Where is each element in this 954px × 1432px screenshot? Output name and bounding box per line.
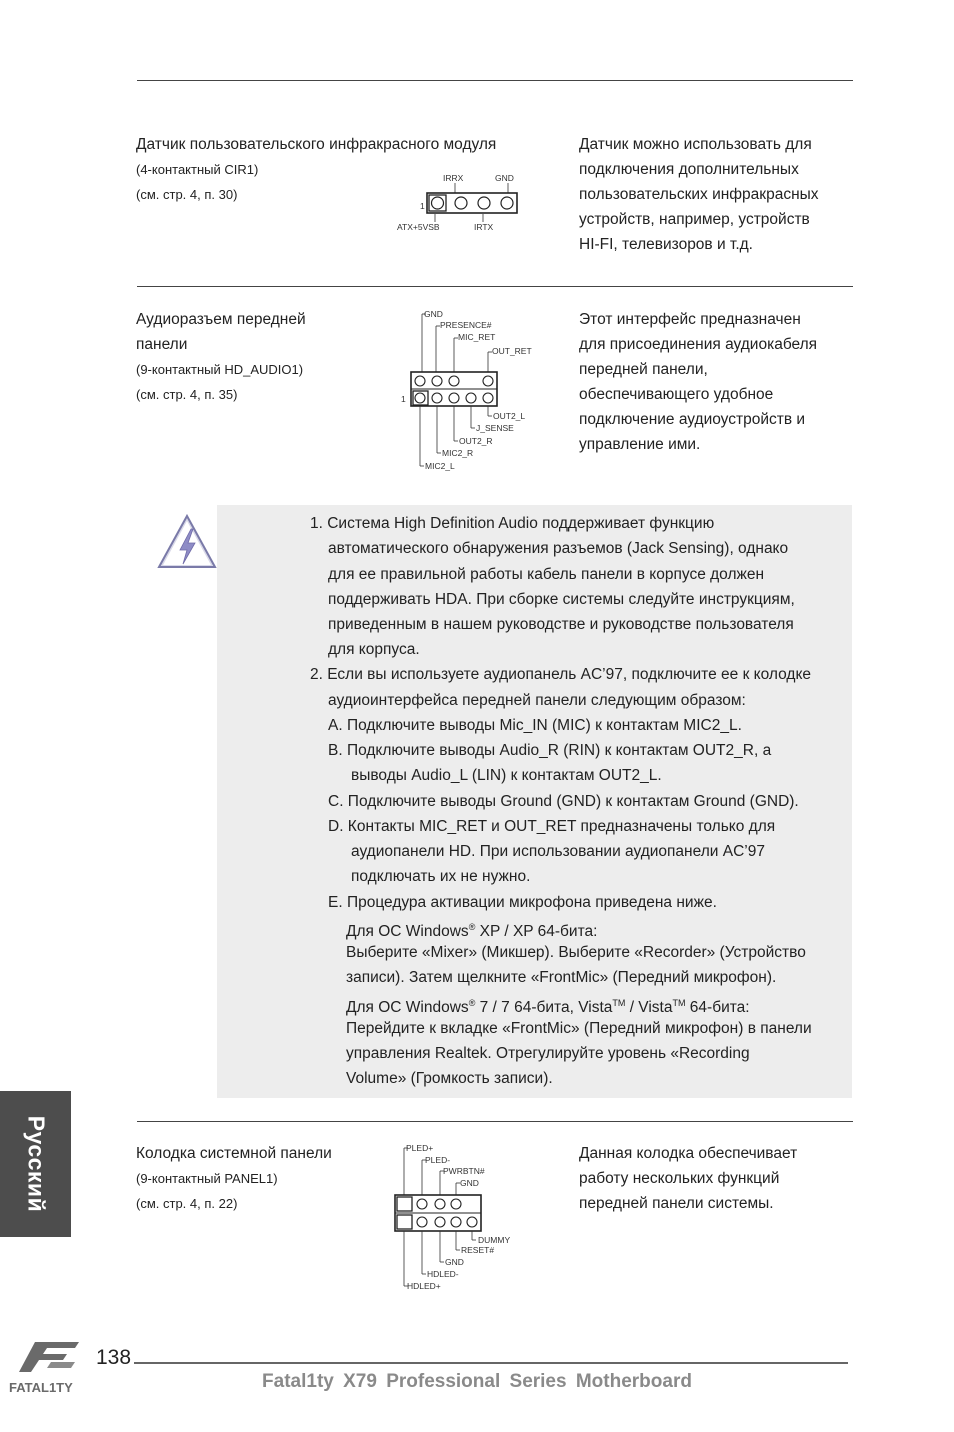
os-heading-xp: Для ОС Windows® XP / XP 64-бита: [346, 922, 598, 940]
pin-label: OUT_RET [492, 346, 532, 356]
note-line: для ее правильной работы кабель панели в корпусе должен [328, 566, 765, 583]
note-line: управления Realtek. Отрегулируйте уровень «Recording [346, 1045, 750, 1062]
pin-label: IRRX [443, 173, 464, 183]
description-line: передней панели системы. [579, 1195, 774, 1212]
connector-type: (9-контактный HD_AUDIO1) [136, 362, 304, 377]
section-description [579, 1141, 797, 1216]
pin-label: ATX+5VSB [397, 222, 440, 232]
pin-label: GND [460, 1178, 479, 1188]
section-description [579, 132, 819, 257]
note-line: приведенным в нашем руководстве и руководстве пользователя [328, 616, 794, 633]
description-line: устройств, например, устройств [579, 211, 810, 228]
section-divider [137, 286, 853, 287]
note-line: аудиопанели HD. При использовании аудиопанели AC’97 [351, 843, 765, 860]
note-subitem: A. Подключите выводы Mic_IN (MIC) к контактам MIC2_L. [328, 717, 742, 734]
connector-type: (9-контактный PANEL1) [136, 1171, 278, 1186]
section-title: Колодка системной панели [136, 1145, 332, 1162]
description-line: Датчик можно использовать для [579, 136, 812, 153]
description-line: управление ими. [579, 436, 701, 453]
pin-1-label: 1 [401, 394, 406, 404]
description-line: Этот интерфейс предназначен [579, 311, 801, 328]
note-line: Volume» (Громкость записи). [346, 1070, 553, 1087]
note-line: Выберите «Mixer» (Микшер). Выберите «Recorder» (Устройство [346, 944, 806, 961]
connector-type: (4-контактный CIR1) [136, 162, 259, 177]
panel-header-diagram [392, 1140, 527, 1295]
pin-label: PRESENCE# [440, 320, 492, 330]
section-title: панели [136, 336, 188, 353]
logo-text: FATAL1TY [9, 1380, 73, 1395]
pin-label: MIC_RET [458, 332, 496, 342]
footer-rule [134, 1362, 848, 1364]
note-item: 2. Если вы используете аудиопанель AC’97, подключите ее к колодке [310, 666, 812, 683]
pin-label: GND [424, 309, 443, 319]
top-rule [137, 80, 853, 81]
pin-label: J_SENSE [476, 423, 514, 433]
note-subitem: D. Контакты MIC_RET и OUT_RET предназначены только для [328, 818, 776, 835]
note-line: записи). Затем щелкните «FrontMic» (Передний микрофон). [346, 969, 777, 986]
pin-label: DUMMY [478, 1235, 511, 1245]
note-subitem: B. Подключите выводы Audio_R (RIN) к контактам OUT2_R, а [328, 742, 772, 759]
note-item: 1. Система High Definition Audio поддерживает функцию [310, 515, 715, 532]
section-divider [137, 1121, 853, 1122]
description-line: Данная колодка обеспечивает [579, 1145, 798, 1162]
section-title: Аудиоразъем передней [136, 311, 306, 328]
hd-audio-header-diagram [398, 306, 548, 478]
language-side-tab [0, 1091, 71, 1237]
note-line: поддерживать HDA. При сборке системы следуйте инструкциям, [328, 591, 795, 608]
footer-title: Fatal1ty X79 Professional Series Motherboard [262, 1371, 692, 1392]
section-description [579, 307, 817, 457]
description-line: для присоединения аудиокабеля [579, 336, 818, 353]
pin-label: MIC2_R [442, 448, 474, 458]
page-reference: (см. стр. 4, п. 30) [136, 187, 238, 202]
note-line: для корпуса. [328, 641, 420, 658]
note-line: аудиоинтерфейса передней панели следующим образом: [328, 692, 746, 709]
description-line: подключения дополнительных [579, 161, 799, 178]
description-line: пользовательских инфракрасных [579, 186, 819, 203]
note-line: выводы Audio_L (LIN) к контактам OUT2_L. [351, 767, 662, 784]
pin-label: OUT2_L [493, 411, 526, 421]
pin-label: RESET# [461, 1245, 495, 1255]
pin-1-label: 1 [420, 201, 425, 211]
description-line: HI-FI, телевизоров и т.д. [579, 236, 753, 253]
note-line: автоматического обнаружения разъемов (Jack Sensing), однако [328, 540, 789, 557]
note-line: Перейдите к вкладке «FrontMic» (Передний микрофон) в панели [346, 1020, 812, 1037]
warning-lightning-icon [156, 512, 218, 570]
language-label: Русский [23, 1115, 49, 1213]
section-title: Датчик пользовательского инфракрасного модуля [136, 136, 497, 153]
pin-label: PWRBTN# [443, 1166, 485, 1176]
page-number: 138 [96, 1346, 132, 1369]
note-subitem: E. Процедура активации микрофона приведена ниже. [328, 894, 717, 911]
description-line: подключение аудиоустройств и [579, 411, 806, 428]
os-heading-vista: Для ОС Windows® 7 / 7 64-бита, Vista™ / Vista™ 64-бита: [346, 998, 750, 1016]
pin-label: IRTX [474, 222, 494, 232]
pin-label: PLED+ [406, 1143, 434, 1153]
note-subitem: C. Подключите выводы Ground (GND) к контактам Ground (GND). [328, 793, 799, 810]
note-line: подключать их не нужно. [351, 868, 531, 885]
description-line: передней панели, [579, 361, 708, 378]
pin-label: GND [445, 1257, 464, 1267]
pin-label: OUT2_R [459, 436, 493, 446]
page-reference: (см. стр. 4, п. 35) [136, 387, 238, 402]
pin-label: HDLED- [427, 1269, 459, 1279]
description-line: обеспечивающего удобное [579, 386, 774, 403]
pin-label: HDLED+ [407, 1281, 441, 1291]
page-reference: (см. стр. 4, п. 22) [136, 1196, 238, 1211]
pin-label: GND [495, 173, 514, 183]
cir-header-diagram [395, 168, 530, 238]
pin-label: PLED- [425, 1155, 451, 1165]
description-line: работу нескольких функций [579, 1170, 780, 1187]
pin-label: MIC2_L [425, 461, 455, 471]
